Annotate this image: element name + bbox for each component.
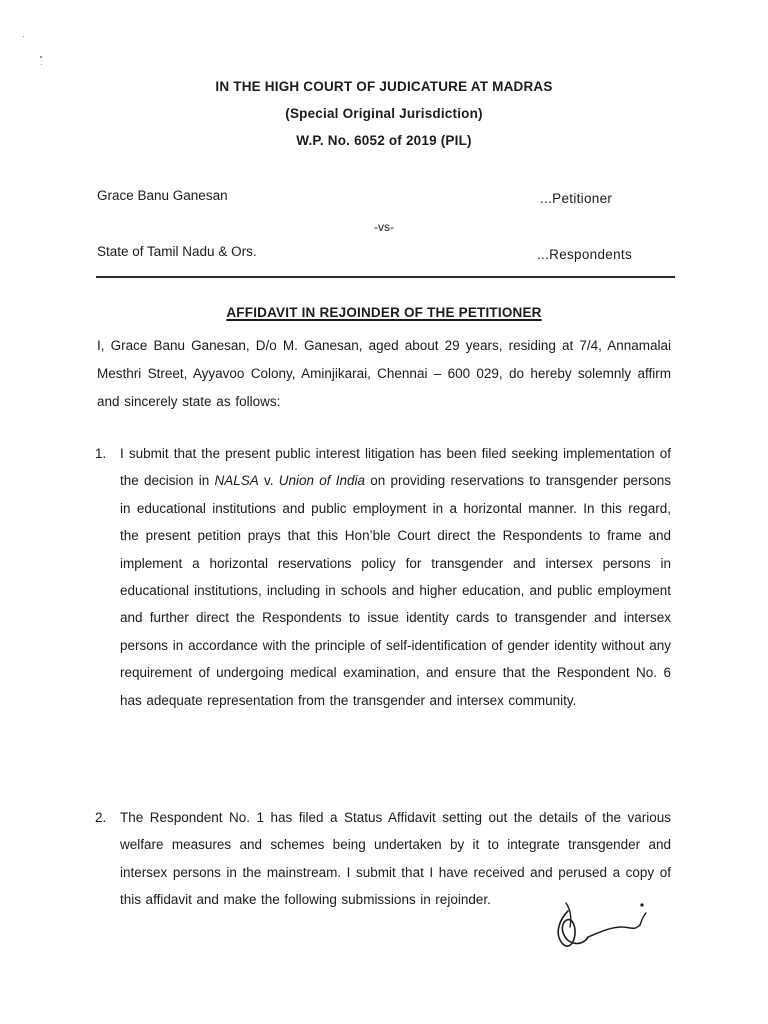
intro-paragraph: I, Grace Banu Ganesan, D/o M. Ganesan, aged about 29 years, residing at 7/4, Annamalai Mesthri Street, Ayyavoo Colony, Aminjikarai, Chennai – 600 029, do hereby solemnly affirm and sincerely state as follows: <box>97 338 671 409</box>
paragraph-number: 2. <box>95 810 107 825</box>
respondent-name: State of Tamil Nadu & Ors. <box>97 244 257 259</box>
court-name: IN THE HIGH COURT OF JUDICATURE AT MADRAS <box>215 79 553 94</box>
versus-label: -vs- <box>374 220 394 234</box>
document-title <box>0 305 768 320</box>
scan-speck <box>41 64 42 65</box>
paragraph-1-text: v. <box>258 473 279 489</box>
divider-line <box>96 276 675 278</box>
petitioner-role: ...Petitioner <box>540 191 613 206</box>
case-name: NALSA <box>214 473 259 489</box>
petitioner-name: Grace Banu Ganesan <box>97 188 228 203</box>
scan-speck <box>23 36 24 37</box>
case-number: W.P. No. 6052 of 2019 (PIL) <box>296 133 472 148</box>
document-title-text: AFFIDAVIT IN REJOINDER OF THE PETITIONER <box>226 305 542 320</box>
paragraph-1-text: I submit that the present public interest litigation has been filed seeking implementation of the decision in <box>120 446 671 489</box>
respondent-role: ...Respondents <box>537 247 633 262</box>
paragraph-2: The Respondent No. 1 has filed a Status Affidavit setting out the details of the various welfare measures and schemes being undertaken by it to integrate transgender and intersex persons in the mainstream. I submit that I have received and perused a copy of this affidavit and make the following submissions in rejoinder. <box>120 810 671 908</box>
case-name: Union of India <box>278 473 365 489</box>
paragraph-1-text: on providing reservations to transgender persons in educational institutions and public employment in a horizontal manner. In this regard, the present petition prays that this Hon’ble Court direct the Respondents to frame and implement a horizontal reservations policy for transgender and intersex persons in educational institutions, including in schools and higher education, and public employment and further direct the Respondents to issue identity cards to transgender and intersex persons in accordance with the principle of self-identification of gender identity without any requirement of undergoing medical examination, and ensure that the Respondent No. 6 has adequate representation from the transgender and intersex community. <box>120 473 671 708</box>
paragraph-1 <box>120 440 671 714</box>
jurisdiction: (Special Original Jurisdiction) <box>285 106 483 121</box>
scan-speck <box>40 56 42 58</box>
signature-icon <box>548 893 658 963</box>
paragraph-number: 1. <box>95 446 107 461</box>
